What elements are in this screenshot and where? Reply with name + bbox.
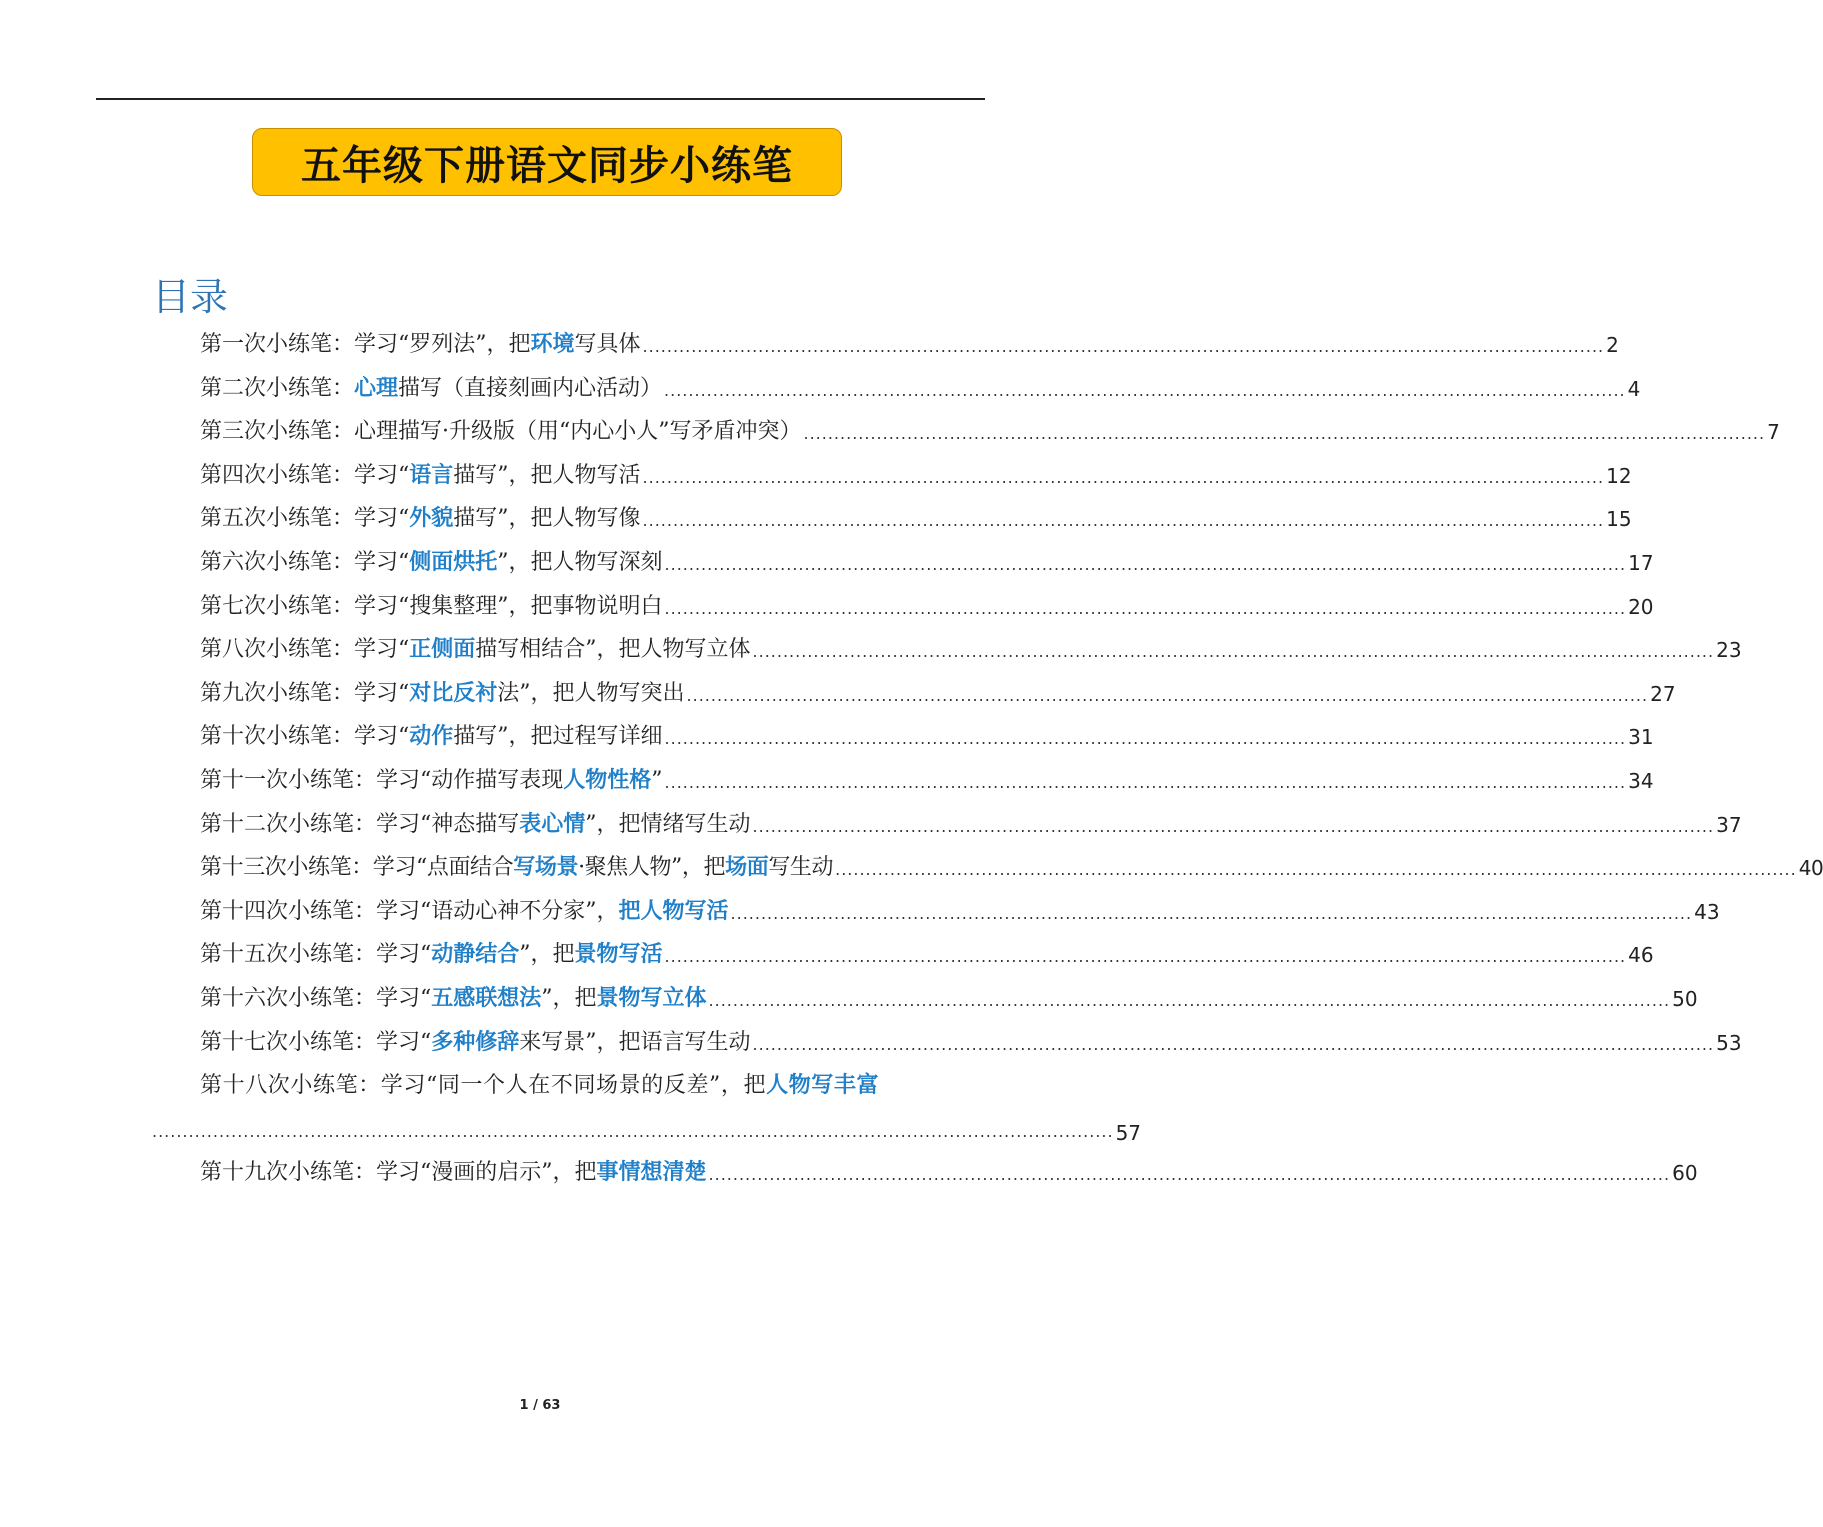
toc-page-number: 20 bbox=[1628, 594, 1654, 619]
toc-entry-highlight: 语言 bbox=[409, 461, 454, 488]
toc-entry-highlight: 对比反衬 bbox=[409, 679, 498, 706]
toc-dot-leader: .............................................................................................................................................................. bbox=[835, 860, 1797, 880]
toc-entry-text: 第十七次小练笔：学习“ bbox=[200, 1029, 432, 1055]
toc-dot-leader: .............................................................................................................................................................. bbox=[752, 816, 1715, 836]
toc-entry-highlight: 多种修辞 bbox=[431, 1028, 520, 1055]
toc-page-number: 23 bbox=[1716, 638, 1742, 663]
toc-heading: 目录 bbox=[152, 275, 229, 319]
toc-entry-text: 法”，把人物写突出 bbox=[497, 680, 685, 706]
toc-dot-leader: .............................................................................................................................................................. bbox=[642, 467, 1605, 487]
toc-entry-title bbox=[200, 852, 833, 883]
toc-dot-leader: .............................................................................................................................................................. bbox=[642, 337, 1605, 356]
page-separator: / bbox=[528, 1398, 543, 1413]
toc-entry-title bbox=[200, 809, 751, 840]
toc-entry[interactable] bbox=[200, 940, 1654, 970]
toc-entry[interactable] bbox=[200, 679, 1676, 709]
toc-entry-text: 描写相结合”，把人物写立体 bbox=[475, 637, 751, 663]
toc-entry-text: 第十次小练笔：学习“ bbox=[200, 724, 410, 750]
toc-page-number: 37 bbox=[1716, 812, 1742, 837]
toc-entry-text: 第三次小练笔：心理描写·升级版（用“内心小人”写矛盾冲突） bbox=[200, 419, 802, 445]
toc-dot-leader: .............................................................................................................................................................. bbox=[664, 729, 1627, 749]
toc-entry-title bbox=[200, 634, 751, 665]
toc-dot-leader: .............................................................................................................................................................. bbox=[664, 380, 1626, 400]
toc-entry-title bbox=[200, 417, 802, 447]
toc-entry-highlight: 景物写活 bbox=[574, 941, 663, 968]
toc-entry-highlight: 外貌 bbox=[409, 505, 454, 532]
toc-page-number: 34 bbox=[1628, 769, 1654, 793]
toc-entry-title bbox=[200, 329, 641, 360]
toc-entry-text: ”，把人物写深刻 bbox=[497, 550, 663, 575]
toc-entry-continuation[interactable] bbox=[152, 1115, 1142, 1145]
toc-dot-leader: .............................................................................................................................................................. bbox=[152, 1121, 1114, 1141]
toc-entry[interactable] bbox=[200, 722, 1654, 752]
toc-dot-leader: .............................................................................................................................................................. bbox=[664, 598, 1627, 618]
toc-page-number: 7 bbox=[1767, 420, 1780, 445]
toc-entry[interactable] bbox=[200, 592, 1654, 622]
toc-entry-highlight: 人物性格 bbox=[563, 767, 652, 793]
toc-page-number: 43 bbox=[1694, 899, 1720, 924]
toc-entry-text: 第二次小练笔： bbox=[200, 375, 355, 401]
toc-page-number: 12 bbox=[1606, 463, 1632, 488]
toc-entry-title bbox=[200, 373, 662, 404]
toc-entry-highlight: 侧面烘托 bbox=[409, 549, 498, 575]
toc-entry-highlight: 写场景 bbox=[513, 854, 579, 881]
toc-dot-leader: .............................................................................................................................................................. bbox=[752, 1034, 1715, 1054]
toc-page-number: 17 bbox=[1628, 551, 1654, 575]
toc-page-number: 31 bbox=[1628, 725, 1654, 750]
toc-entry[interactable] bbox=[200, 810, 1742, 840]
toc-entry[interactable] bbox=[200, 1071, 982, 1101]
toc-dot-leader: .............................................................................................................................................................. bbox=[730, 903, 1693, 923]
toc-dot-leader: .............................................................................................................................................................. bbox=[752, 642, 1715, 662]
toc-entry-text: 第十五次小练笔：学习“ bbox=[200, 942, 432, 968]
toc-entry-highlight: 把人物写活 bbox=[618, 897, 729, 924]
toc-page-number: 53 bbox=[1716, 1030, 1742, 1055]
top-rule bbox=[96, 98, 985, 100]
toc-dot-leader: .............................................................................................................................................................. bbox=[664, 555, 1627, 574]
toc-page-number: 50 bbox=[1672, 987, 1698, 1011]
toc-entry-title bbox=[200, 765, 663, 796]
toc-entry-highlight: 心理 bbox=[354, 374, 399, 401]
toc-entry-title bbox=[200, 1070, 879, 1101]
page-current: 1 bbox=[519, 1398, 529, 1413]
toc-entry-text: 第十八次小练笔：学习“同一个人在不同场景的反差”，把 bbox=[200, 1073, 767, 1099]
toc-entry[interactable] bbox=[200, 766, 1654, 796]
toc-entry-highlight: 表心情 bbox=[519, 810, 586, 837]
toc-entry-text: 第十二次小练笔：学习“神态描写 bbox=[200, 811, 520, 837]
toc-dot-leader: .............................................................................................................................................................. bbox=[686, 685, 1649, 705]
page-total: 63 bbox=[542, 1398, 561, 1413]
toc-dot-leader: .............................................................................................................................................................. bbox=[642, 511, 1605, 531]
toc-dot-leader: .............................................................................................................................................................. bbox=[664, 773, 1627, 792]
toc-dot-leader: .............................................................................................................................................................. bbox=[803, 424, 1766, 444]
toc-entry-highlight: 事情想清楚 bbox=[596, 1159, 707, 1186]
toc-entry[interactable] bbox=[200, 461, 1632, 491]
toc-page-number: 27 bbox=[1650, 681, 1676, 706]
toc-entry-text: 第十六次小练笔：学习“ bbox=[200, 986, 432, 1011]
toc-page-number: 4 bbox=[1627, 376, 1641, 401]
toc-entry-title bbox=[200, 547, 663, 578]
toc-entry-text: 描写”，把过程写详细 bbox=[453, 724, 663, 750]
toc-entry-text: 第九次小练笔：学习“ bbox=[200, 680, 410, 706]
toc-entry-text: 第十三次小练笔：学习“点面结合 bbox=[200, 855, 514, 881]
toc-entry-highlight: 景物写立体 bbox=[596, 985, 707, 1011]
toc-page-number: 57 bbox=[1115, 1120, 1142, 1145]
toc-dot-leader: .............................................................................................................................................................. bbox=[664, 947, 1627, 967]
toc-entry-title bbox=[200, 592, 663, 622]
toc-entry[interactable] bbox=[200, 548, 1654, 578]
toc-entry[interactable] bbox=[200, 1028, 1742, 1058]
toc-dot-leader: .............................................................................................................................................................. bbox=[708, 991, 1671, 1010]
toc-entry-text: 第六次小练笔：学习“ bbox=[200, 550, 410, 575]
toc-entry[interactable] bbox=[200, 417, 1780, 447]
toc-entry-title bbox=[200, 503, 641, 534]
toc-entry-text: ”，把 bbox=[519, 942, 575, 968]
toc-entry-text: 第十九次小练笔：学习“漫画的启示”，把 bbox=[200, 1160, 597, 1186]
toc-entry-highlight: 场面 bbox=[725, 854, 769, 881]
toc-entry-title bbox=[200, 721, 663, 752]
toc-entry-title bbox=[200, 1027, 751, 1058]
toc-entry[interactable] bbox=[200, 635, 1742, 665]
toc-page-number: 46 bbox=[1628, 943, 1654, 968]
toc-entry-highlight: 动作 bbox=[409, 723, 454, 750]
toc-entry[interactable] bbox=[200, 984, 1698, 1014]
toc-entry-highlight: 五感联想法 bbox=[431, 985, 542, 1011]
toc-entry-text: ”，把情绪写生动 bbox=[585, 811, 751, 837]
toc-entry-text: 描写”，把人物写活 bbox=[453, 462, 641, 488]
toc-entry-text: ·聚焦人物”，把 bbox=[578, 855, 726, 881]
toc-entry[interactable] bbox=[200, 330, 1619, 360]
toc-entry-text: ” bbox=[651, 768, 663, 793]
title-banner bbox=[252, 128, 842, 196]
toc-entry-title bbox=[200, 678, 685, 709]
toc-dot-leader: .............................................................................................................................................................. bbox=[708, 1165, 1671, 1185]
document-title: 五年级下册语文同步小练笔 bbox=[301, 142, 793, 189]
toc-page-number: 15 bbox=[1606, 507, 1632, 532]
toc-entry[interactable] bbox=[200, 897, 1720, 927]
toc-entry-title bbox=[200, 1157, 707, 1188]
toc-entry-text: 写具体 bbox=[574, 332, 641, 357]
toc-entry[interactable] bbox=[200, 853, 1823, 883]
toc-entry-text: 第八次小练笔：学习“ bbox=[200, 637, 410, 663]
toc-entry-text: 写生动 bbox=[768, 855, 834, 881]
toc-entry-highlight: 正侧面 bbox=[409, 636, 476, 663]
toc-entry-text: 描写”，把人物写像 bbox=[453, 506, 641, 532]
toc-page-number: 40 bbox=[1798, 856, 1823, 881]
toc-entry-text: 来写景”，把语言写生动 bbox=[519, 1029, 751, 1055]
toc-entry-text: 第十一次小练笔：学习“动作描写表现 bbox=[200, 768, 564, 793]
toc-entry[interactable] bbox=[200, 374, 1641, 404]
toc-entry-title bbox=[200, 460, 641, 491]
toc-entry-text: 描写（直接刻画内心活动） bbox=[398, 375, 663, 401]
page-footer bbox=[0, 1398, 1080, 1413]
toc-entry-text: 第一次小练笔：学习“罗列法”，把 bbox=[200, 332, 531, 357]
toc-entry-text: 第十四次小练笔：学习“语动心神不分家”， bbox=[200, 898, 619, 924]
toc-entry[interactable] bbox=[200, 1158, 1698, 1188]
toc-entry-text: 第四次小练笔：学习“ bbox=[200, 462, 410, 488]
toc-page-number: 60 bbox=[1672, 1161, 1698, 1186]
toc-entry-highlight: 环境 bbox=[530, 331, 575, 357]
toc-entry-title bbox=[200, 896, 729, 927]
toc-entry-highlight: 动静结合 bbox=[431, 941, 520, 968]
toc-page-number: 2 bbox=[1606, 333, 1619, 357]
toc-entry-highlight: 人物写丰富 bbox=[766, 1072, 880, 1099]
toc-entry-text: 第七次小练笔：学习“搜集整理”，把事物说明白 bbox=[200, 593, 663, 619]
toc-entry-text: 第五次小练笔：学习“ bbox=[200, 506, 410, 532]
toc-entry-text: ”，把 bbox=[541, 986, 597, 1011]
toc-entry-title bbox=[200, 983, 707, 1014]
toc-entry[interactable] bbox=[200, 504, 1632, 534]
toc-entry-title bbox=[200, 939, 663, 970]
